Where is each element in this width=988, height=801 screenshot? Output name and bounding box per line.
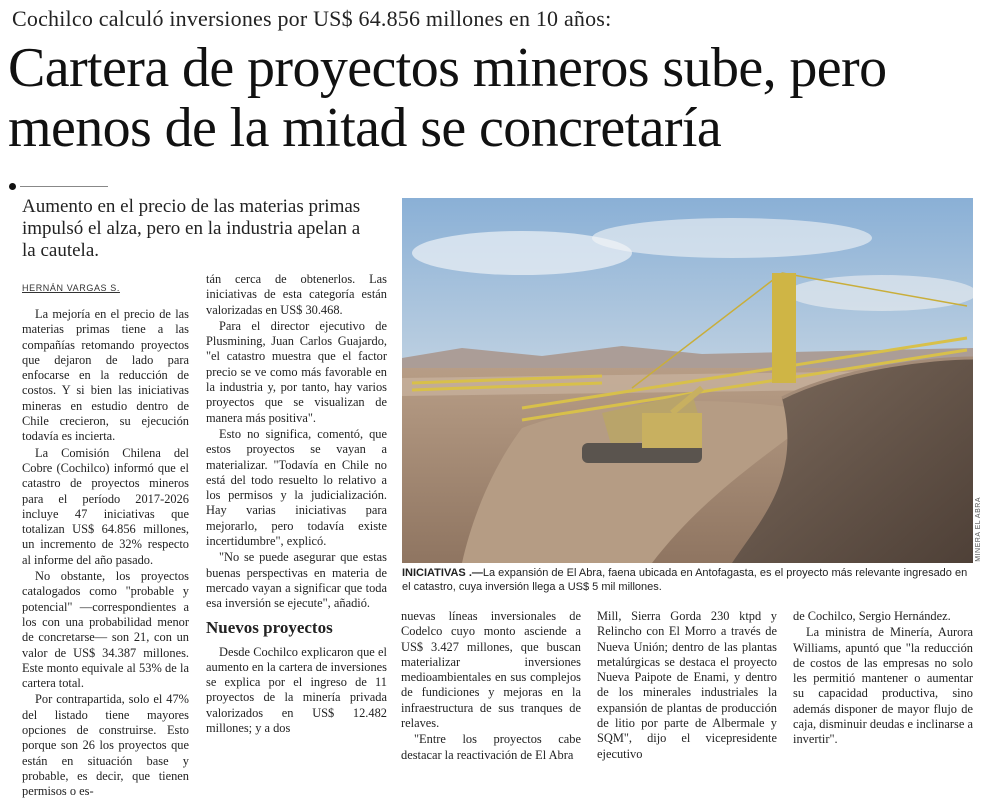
photo-caption [402, 566, 977, 594]
article-column-5 [793, 609, 973, 749]
paragraph-continued: Mill, Sierra Gorda 230 ktpd y Relincho con El Morro a través de Nueva Unión; dentro de las plantas metalúrgicas se destaca el proyecto Nueva Paipote de Enami, y dentro de los minerales industriales la expansión de plantas de producción de litio por parte de Albermale y SQM", dijo el vicepresidente ejecutivo [597, 609, 777, 761]
rule-line [20, 186, 108, 187]
paragraph: "No se puede asegurar que estas buenas perspectivas en materia de mercado vayan a significar que toda esa inversión se ejecute", añadió. [206, 550, 387, 611]
kicker: Cochilco calculó inversiones por US$ 64.856 millones en 10 años: [12, 6, 612, 31]
article-column-1 [22, 307, 189, 801]
paragraph: "Entre los proyectos cabe destacar la reactivación de El Abra [401, 732, 581, 762]
headline: Cartera de proyectos mineros sube, pero menos de la mitad se concretaría [8, 37, 887, 159]
paragraph: Para el director ejecutivo de Plusmining, Juan Carlos Guajardo, "el catastro muestra que el factor precio se ve como más favorable en la industria y, por tanto, hay varios proyectos que se visualizan de manera más positiva". [206, 318, 387, 425]
caption-text: La expansión de El Abra, faena ubicada en Antofagasta, es el proyecto más relevante ingresado en el catastro, cuya inversión llega a US$ 5 mil millones. [402, 567, 968, 593]
article-column-4 [597, 609, 777, 763]
paragraph-continued: nuevas líneas inversionales de Codelco cuyo monto asciende a US$ 3.427 millones, que buscan materializar inversiones medioambientales en sus complejos de fundiciones y mejoras en la infraestructura de sus tranques de relaves. [401, 609, 581, 731]
article-column-3 [401, 609, 581, 764]
paragraph-continued: de Cochilco, Sergio Hernández. [793, 609, 951, 623]
paragraph: La ministra de Minería, Aurora Williams, apuntó que "la reducción de costos de las empresas no solo les permitió mantener o aumentar su capacidad productiva, sino además disponer de mayor flujo de caja, disminuir deudas e inclinarse a invertir". [793, 625, 973, 747]
paragraph: Esto no significa, comentó, que estos proyectos se vayan a materializar. "Todavía en Chile no está del todo resuelto lo relativo a los permisos y la judicialización. Hay varias iniciativas para mejorarlo, pero todavía existe incertidumbre", explicó. [206, 426, 387, 549]
paragraph-continued: tán cerca de obtenerlos. Las iniciativas de esta categoría están valorizadas en US$ 30.468. [206, 272, 387, 317]
paragraph: Por contrapartida, solo el 47% del listado tiene mayores opciones de construirse. Esto porque son 26 los proyectos que están en situación base y probable, es decir, que tienen permisos o es- [22, 692, 189, 799]
paragraph: La Comisión Chilena del Cobre (Cochilco) informó que el catastro de proyectos mineros para el período 2017-2026 incluye 47 iniciativas que totalizan US$ 64.856 millones, un incremento de 32% respecto al informe del año pasado. [22, 445, 189, 567]
caption-label: INICIATIVAS .— [402, 567, 483, 579]
subheading: Nuevos proyectos [206, 617, 333, 637]
mine-photo [402, 198, 973, 563]
byline: HERNÁN VARGAS S. [22, 283, 120, 293]
article-column-2 [206, 272, 387, 737]
deck: Aumento en el precio de las materias primas impulsó el alza, pero en la industria apelan a la cautela. [22, 196, 361, 261]
rule-dot [9, 183, 16, 190]
paragraph: La mejoría en el precio de las materias primas tiene a las compañías retomando proyectos que dejaron de lado para enfocarse en la reducción de costos. Y si bien las iniciativas mineras en estudio dentro de Chile crecieron, su ejecución todavía es incierta. [22, 307, 189, 444]
paragraph: Desde Cochilco explicaron que el aumento en la cartera de inversiones se explica por el ingreso de 11 proyectos de la minería privada valorizados en US$ 12.482 millones; y a dos [206, 644, 387, 736]
paragraph: No obstante, los proyectos catalogados como "probable y potencial" —correspondientes a los con una probabilidad menor de concretarse— son 21, con un valor de US$ 34.387 millones. Este monto equivale al 53% de la cartera total. [22, 569, 189, 691]
photo-credit: MINERA EL ABRA [975, 497, 982, 562]
